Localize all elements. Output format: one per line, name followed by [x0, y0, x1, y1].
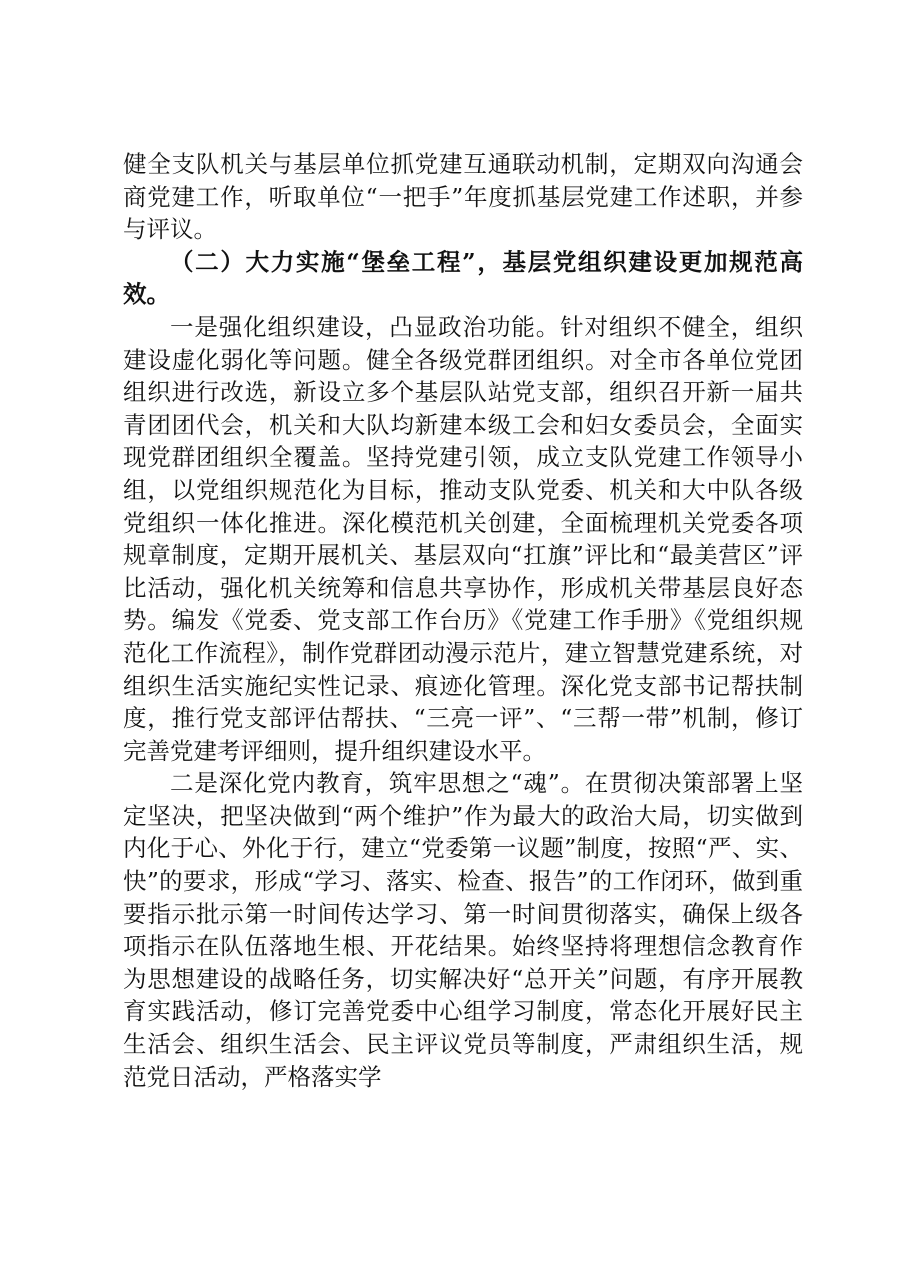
document-page	[123, 148, 803, 1093]
paragraph-party-education: 二是深化党内教育，筑牢思想之“魂”。在贯彻决策部署上坚定坚决，把坚决做到“两个维护”作为最大的政治大局，切实做到内化于心、外化于行，建立“党委第一议题”制度，按照“严、实、快”的要求，形成“学习、落实、检查、报告”的工作闭环，做到重要指示批示第一时间传达学习、第一时间贯彻落实，确保上级各项指示在队伍落地生根、开花结果。始终坚持将理想信念教育作为思想建设的战略任务，切实解决好“总开关”问题，有序开展教育实践活动，修订完善党委中心组学习制度，常态化开展好民主生活会、组织生活会、民主评议党员等制度，严肃组织生活，规范党日活动，严格落实学	[123, 769, 803, 1091]
section-heading: （二）大力实施“堡垒工程”，基层党组织建设更加规范高效。	[123, 247, 803, 309]
paragraph-organization-building: 一是强化组织建设，凸显政治功能。针对组织不健全，组织建设虚化弱化等问题。健全各级党群团组织。对全市各单位党团组织进行改选，新设立多个基层队站党支部，组织召开新一届共青团团代会，机关和大队均新建本级工会和妇女委员会，全面实现党群团组织全覆盖。坚持党建引领，成立支队党建工作领导小组，以党组织规范化为目标，推动支队党委、机关和大中队各级党组织一体化推进。深化模范机关创建，全面梳理机关党委各项规章制度，定期开展机关、基层双向“扛旗”评比和“最美营区”评比活动，强化机关统筹和信息共享协作，形成机关带基层良好态势。编发《党委、党支部工作台历》《党建工作手册》《党组织规范化工作流程》，制作党群团动漫示范片，建立智慧党建系统，对组织生活实施纪实性记录、痕迹化管理。深化党支部书记帮扶制度，推行党支部评估帮扶、“三亮一评”、“三帮一带”机制，修订完善党建考评细则，提升组织建设水平。	[123, 312, 803, 765]
paragraph-continuation: 健全支队机关与基层单位抓党建互通联动机制，定期双向沟通会商党建工作，听取单位“一把手”年度抓基层党建工作述职，并参与评议。	[123, 150, 803, 244]
